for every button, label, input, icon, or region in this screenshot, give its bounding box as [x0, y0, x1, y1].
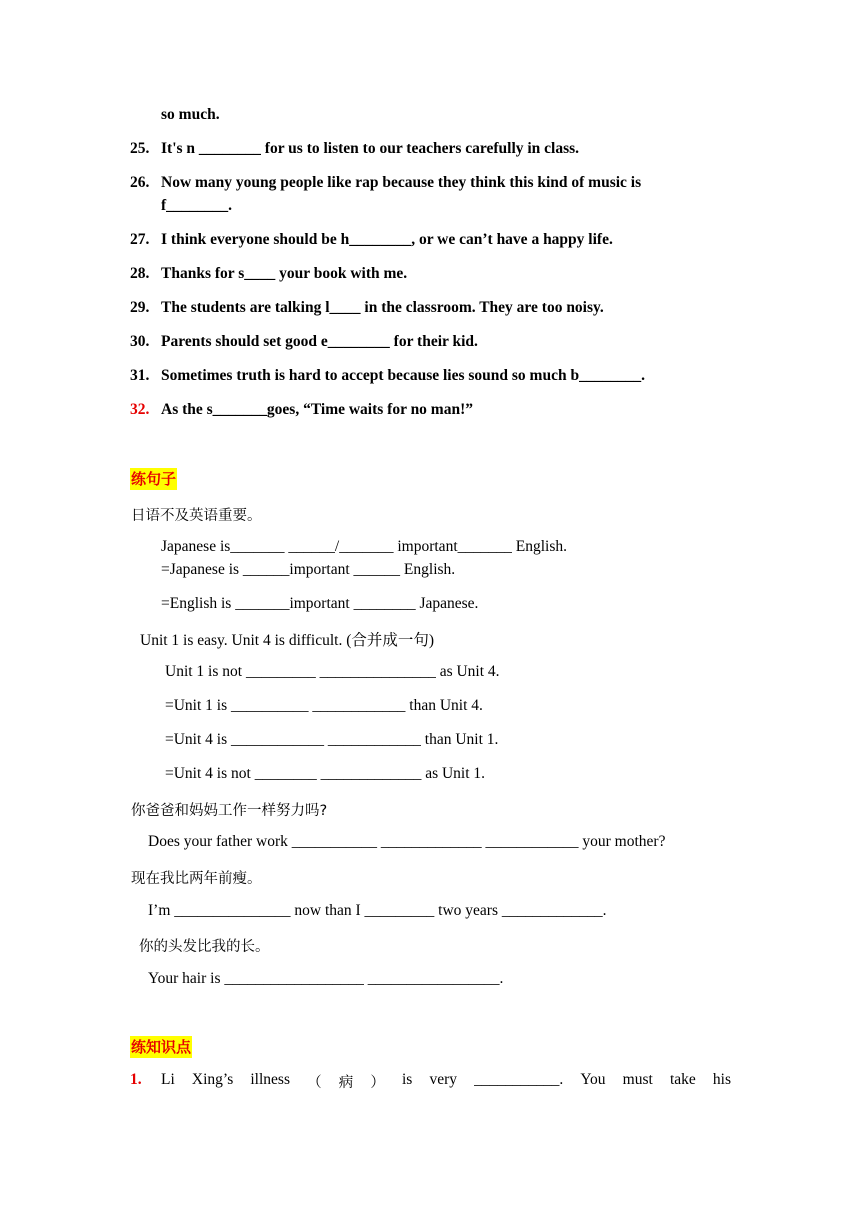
item-text: Now many young people like rap because they think this kind of music is: [161, 174, 642, 191]
item-text: I think everyone should be h________, or we can’t have a happy life.: [161, 231, 613, 248]
exercise-line: =Unit 4 is ____________ ____________ than Unit 1.: [165, 731, 499, 748]
item-number: 26.: [130, 174, 150, 191]
section-heading-sentences: 练句子: [131, 470, 177, 488]
item-number: 29.: [130, 299, 150, 316]
continuation-text: so much.: [161, 106, 220, 123]
item-number: 1.: [130, 1071, 142, 1088]
item-text: Li Xing’s illness （ 病 ） is very ___________. You must take his: [161, 1071, 731, 1091]
exercise-line: =Unit 1 is __________ ____________ than Unit 4.: [165, 697, 483, 714]
exercise-line: I’m _______________ now than I _________ two years _____________.: [148, 902, 607, 919]
item-text: It's n ________ for us to listen to our teachers carefully in class.: [161, 140, 580, 157]
item-number: 25.: [130, 140, 150, 157]
exercise-line: =English is _______important ________ Japanese.: [161, 595, 479, 612]
item-number: 32.: [130, 401, 150, 418]
item-number: 30.: [130, 333, 150, 350]
section-heading-knowledge: 练知识点: [131, 1038, 192, 1056]
exercise-line: =Unit 4 is not ________ _____________ as Unit 1.: [165, 765, 486, 782]
item-number: 28.: [130, 265, 150, 282]
exercise-line: Japanese is_______ ______/_______ important_______ English.: [161, 538, 567, 555]
item-text: The students are talking l____ in the classroom. They are too noisy.: [161, 299, 604, 316]
exercise-line: Unit 1 is easy. Unit 4 is difficult. (合并成一句): [140, 632, 435, 649]
item-number: 27.: [130, 231, 150, 248]
exercise-line: Unit 1 is not _________ _______________ as Unit 4.: [165, 663, 500, 680]
item-text: As the s_______goes, “Time waits for no man!”: [161, 401, 474, 418]
exercise-line: Your hair is __________________ _________________.: [148, 970, 504, 987]
exercise-line: Does your father work ___________ _____________ ____________ your mother?: [148, 833, 666, 850]
chinese-prompt: 日语不及英语重要。: [131, 508, 262, 524]
item-text-continued: f________.: [161, 197, 233, 214]
chinese-prompt: 你爸爸和妈妈工作一样努力吗?: [131, 803, 328, 819]
item-text: Sometimes truth is hard to accept because lies sound so much b________.: [161, 367, 645, 384]
chinese-prompt: 现在我比两年前瘦。: [131, 871, 262, 887]
chinese-prompt: 你的头发比我的长。: [139, 939, 270, 955]
item-text: Thanks for s____ your book with me.: [161, 265, 408, 282]
item-number: 31.: [130, 367, 150, 384]
exercise-line: =Japanese is ______important ______ English.: [161, 561, 456, 578]
item-text: Parents should set good e________ for their kid.: [161, 333, 478, 350]
